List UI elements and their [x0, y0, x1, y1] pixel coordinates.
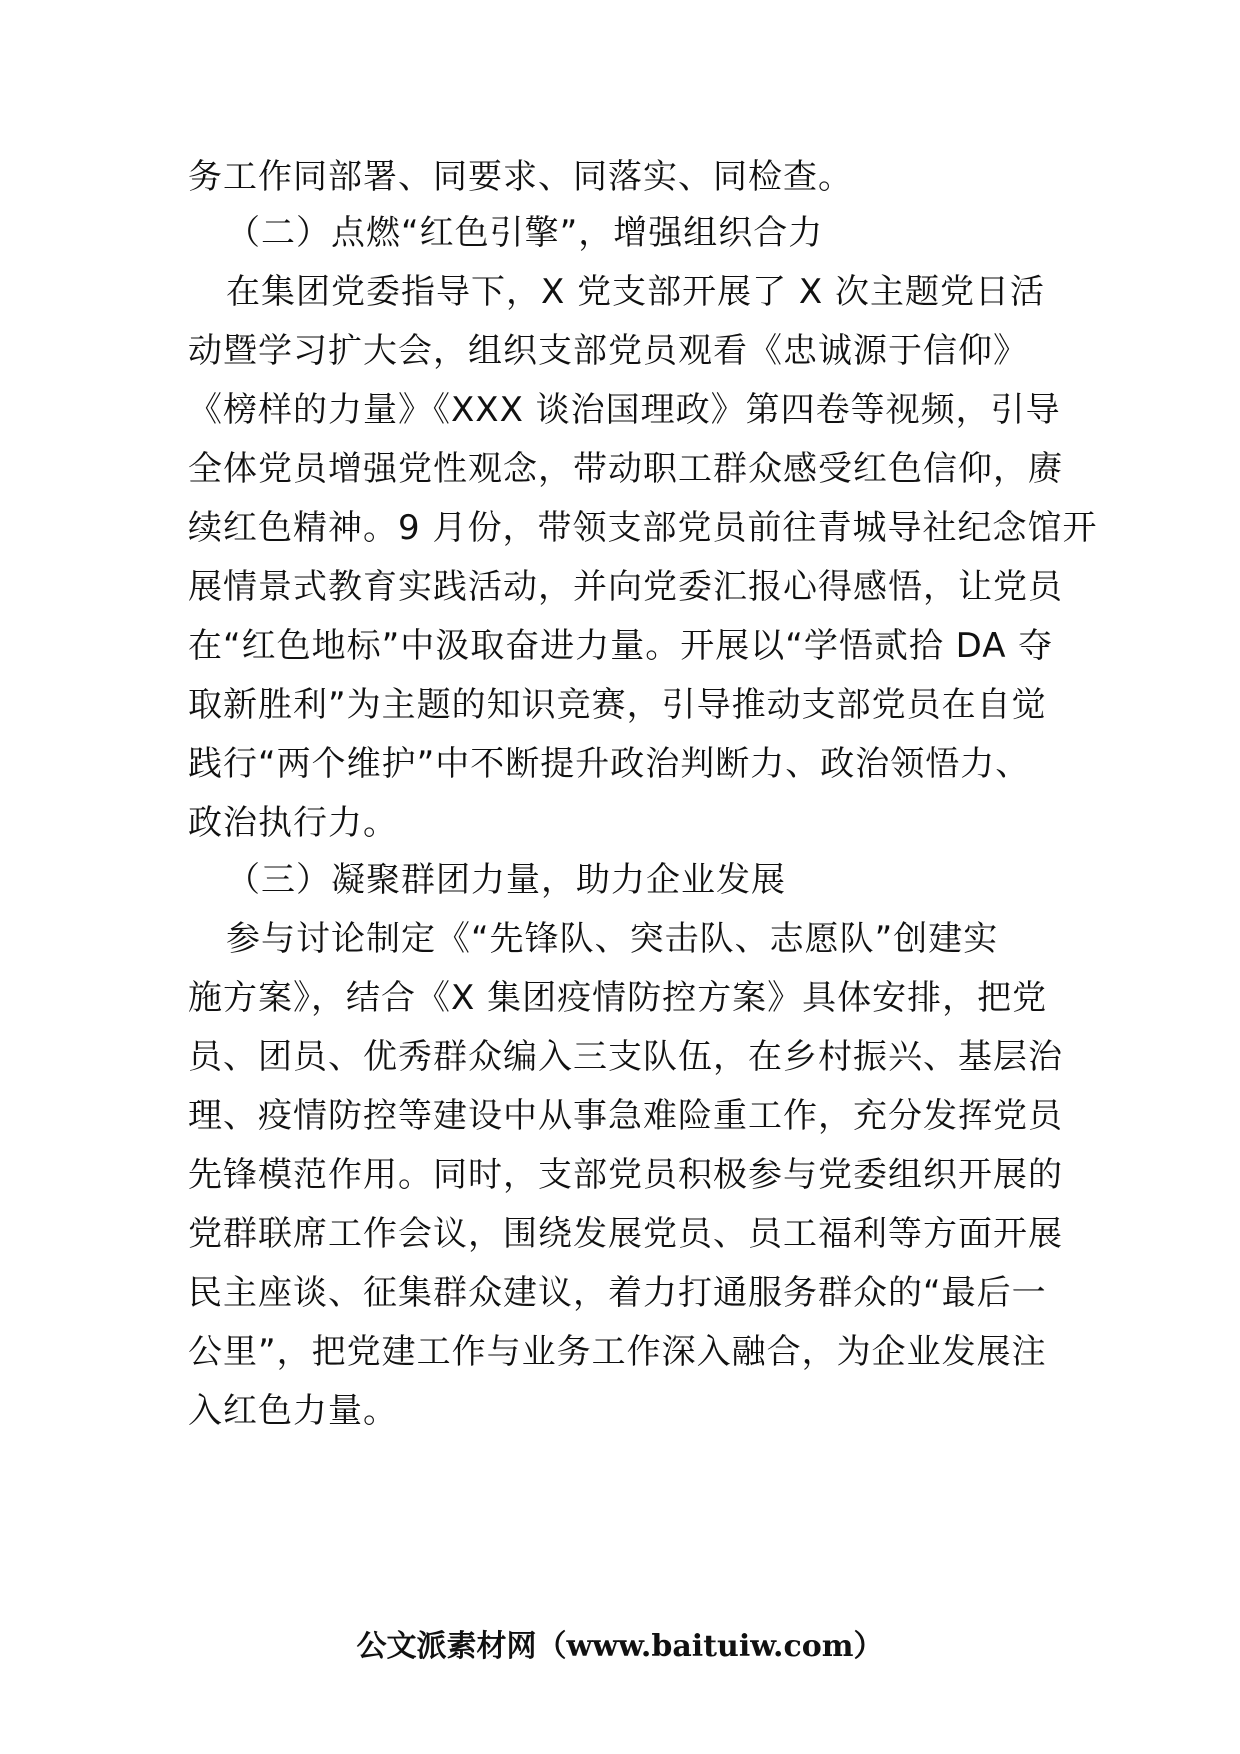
paragraph-line: 务工作同部署、同要求、同落实、同检查。: [188, 157, 853, 197]
paragraph-line: 民主座谈、征集群众建议，着力打通服务群众的“最后一: [188, 1273, 1047, 1313]
paragraph-line: 参与讨论制定《“先锋队、突击队、志愿队”创建实: [226, 919, 999, 959]
paragraph-line: 政治执行力。: [188, 803, 398, 843]
paragraph-line: 公里”，把党建工作与业务工作深入融合，为企业发展注: [188, 1332, 1047, 1372]
paragraph-line: 续红色精神。9 月份，带领支部党员前往青城导社纪念馆开: [188, 508, 1098, 548]
section-heading-3: （三）凝聚群团力量，助力企业发展: [226, 860, 786, 900]
paragraph-line: 员、团员、优秀群众编入三支队伍，在乡村振兴、基层治: [188, 1037, 1063, 1077]
paragraph-line: 全体党员增强党性观念，带动职工群众感受红色信仰，赓: [188, 449, 1063, 489]
paragraph-line: 党群联席工作会议，围绕发展党员、员工福利等方面开展: [188, 1214, 1063, 1254]
paragraph-line: 理、疫情防控等建设中从事急难险重工作，充分发挥党员: [188, 1096, 1063, 1136]
paragraph-line: 践行“两个维护”中不断提升政治判断力、政治领悟力、: [188, 744, 1031, 784]
paragraph-line: 在“红色地标”中汲取奋进力量。开展以“学悟贰拾 DA 夺: [188, 626, 1054, 666]
paragraph-line: 施方案》，结合《X 集团疫情防控方案》具体安排，把党: [188, 978, 1048, 1018]
paragraph-line: 动暨学习扩大会，组织支部党员观看《忠诚源于信仰》: [188, 331, 1028, 371]
footer-watermark: 公文派素材网（www.baituiw.com）: [356, 1629, 884, 1664]
paragraph-line: 在集团党委指导下，X 党支部开展了 X 次主题党日活: [226, 272, 1046, 312]
paragraph-line: 入红色力量。: [188, 1391, 398, 1431]
paragraph-line: 取新胜利”为主题的知识竞赛，引导推动支部党员在自觉: [188, 685, 1047, 725]
paragraph-line: 先锋模范作用。同时，支部党员积极参与党委组织开展的: [188, 1155, 1063, 1195]
paragraph-line: 展情景式教育实践活动，并向党委汇报心得感悟，让党员: [188, 567, 1063, 607]
paragraph-line: 《榜样的力量》《XXX 谈治国理政》第四卷等视频，引导: [188, 390, 1061, 430]
section-heading-2: （二）点燃“红色引擎”，增强组织合力: [226, 213, 824, 253]
